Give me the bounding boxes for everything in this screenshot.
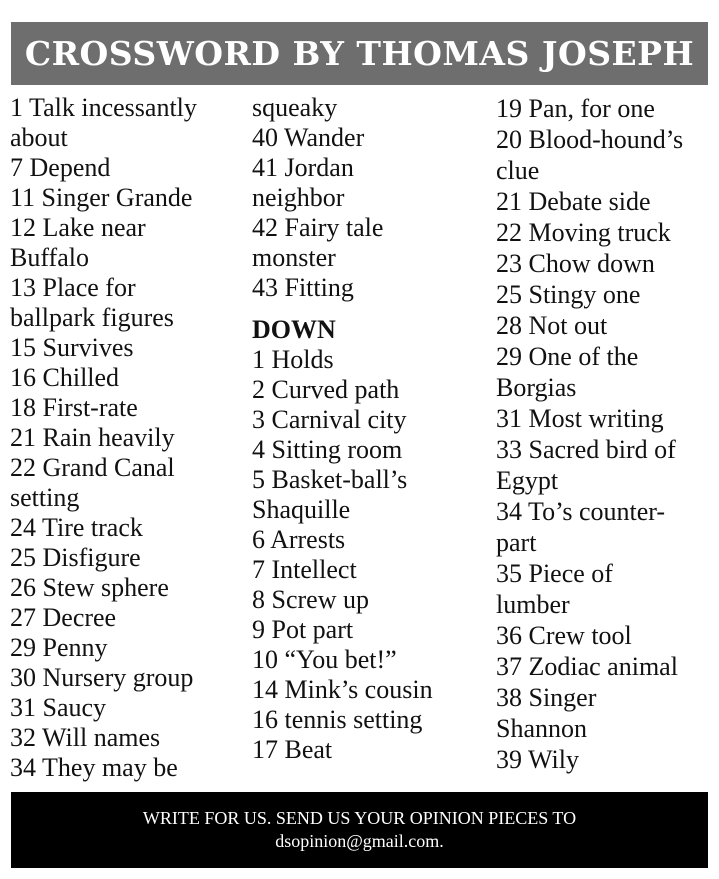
clue-line: Buffalo <box>10 243 89 272</box>
clue-line: 9 Pot part <box>252 615 354 644</box>
down-heading: DOWN <box>252 315 336 344</box>
clue-column-3 <box>496 93 716 775</box>
clue-line: 21 Rain heavily <box>10 423 175 452</box>
clue-line: 10 “You bet!” <box>252 645 397 674</box>
clue-line: about <box>10 123 68 152</box>
clue-line: Egypt <box>496 466 559 495</box>
clue-column-2 <box>252 93 488 765</box>
clue-line: 23 Chow down <box>496 249 655 278</box>
clue-line: 7 Intellect <box>252 555 357 584</box>
clue-line: setting <box>10 483 80 512</box>
clue-line: 4 Sitting room <box>252 435 403 464</box>
clue-line: 7 Depend <box>10 153 111 182</box>
clue-line: part <box>496 528 537 557</box>
clue-line: 42 Fairy tale <box>252 213 384 242</box>
clue-line: ballpark figures <box>10 303 174 332</box>
clue-line: 28 Not out <box>496 311 608 340</box>
clue-line: 5 Basket-ball’s <box>252 465 408 494</box>
clue-line: 11 Singer Grande <box>10 183 193 212</box>
clue-line: 41 Jordan <box>252 153 354 182</box>
clue-line: 3 Carnival city <box>252 405 407 434</box>
clue-line: lumber <box>496 590 570 619</box>
clue-line: 35 Piece of <box>496 559 613 588</box>
clue-line: 20 Blood-hound’s <box>496 125 684 154</box>
clue-line: 29 Penny <box>10 633 108 662</box>
clue-line: 17 Beat <box>252 735 333 764</box>
clue-line: 2 Curved path <box>252 375 400 404</box>
clue-line: 8 Screw up <box>252 585 369 614</box>
clue-line: clue <box>496 156 540 185</box>
title-banner <box>11 22 708 85</box>
clue-line: 22 Grand Canal <box>10 453 175 482</box>
clue-line: 21 Debate side <box>496 187 651 216</box>
clue-column-1 <box>10 93 246 783</box>
clue-line: 34 To’s counter- <box>496 497 666 526</box>
clue-line: 37 Zodiac animal <box>496 652 678 681</box>
clue-line: squeaky <box>252 93 338 122</box>
clue-line: 25 Stingy one <box>496 280 641 309</box>
footer-email: dsopinion@gmail.com. <box>275 831 444 851</box>
clue-line: 36 Crew tool <box>496 621 632 650</box>
clue-line: 16 tennis setting <box>252 705 423 734</box>
clue-line: 31 Saucy <box>10 693 107 722</box>
clue-line: Borgias <box>496 373 577 402</box>
clue-line: 6 Arrests <box>252 525 346 554</box>
page-title: CROSSWORD BY THOMAS JOSEPH <box>24 34 695 73</box>
clue-line: 30 Nursery group <box>10 663 194 692</box>
clue-line: 25 Disfigure <box>10 543 141 572</box>
clue-line: Shannon <box>496 714 587 743</box>
clue-line: 40 Wander <box>252 123 365 152</box>
clue-line: 43 Fitting <box>252 273 354 302</box>
clue-line: 34 They may be <box>10 753 178 782</box>
clue-line: 18 First-rate <box>10 393 138 422</box>
clue-line: 31 Most writing <box>496 404 664 433</box>
clue-line: monster <box>252 243 336 272</box>
clue-line: 29 One of the <box>496 342 639 371</box>
clue-line: 15 Survives <box>10 333 134 362</box>
clue-line: 38 Singer <box>496 683 597 712</box>
clue-line: 22 Moving truck <box>496 218 671 247</box>
clue-line: 32 Will names <box>10 723 161 752</box>
clue-line: neighbor <box>252 183 345 212</box>
clue-line: 1 Holds <box>252 345 334 374</box>
clue-line: 14 Mink’s cousin <box>252 675 433 704</box>
clue-line: 26 Stew sphere <box>10 573 169 602</box>
clue-line: 33 Sacred bird of <box>496 435 676 464</box>
clue-line: 24 Tire track <box>10 513 143 542</box>
clue-line: 39 Wily <box>496 745 579 774</box>
footer-text: WRITE FOR US. SEND US YOUR OPINION PIECES TO <box>142 808 577 828</box>
clue-line: 13 Place for <box>10 273 136 302</box>
clue-line: 27 Decree <box>10 603 117 632</box>
clue-line: 12 Lake near <box>10 213 146 242</box>
clue-line: 16 Chilled <box>10 363 120 392</box>
clue-line: Shaquille <box>252 495 351 524</box>
clue-line: 1 Talk incessantly <box>10 93 197 122</box>
clue-line: 19 Pan, for one <box>496 94 655 123</box>
footer-banner <box>11 792 708 868</box>
